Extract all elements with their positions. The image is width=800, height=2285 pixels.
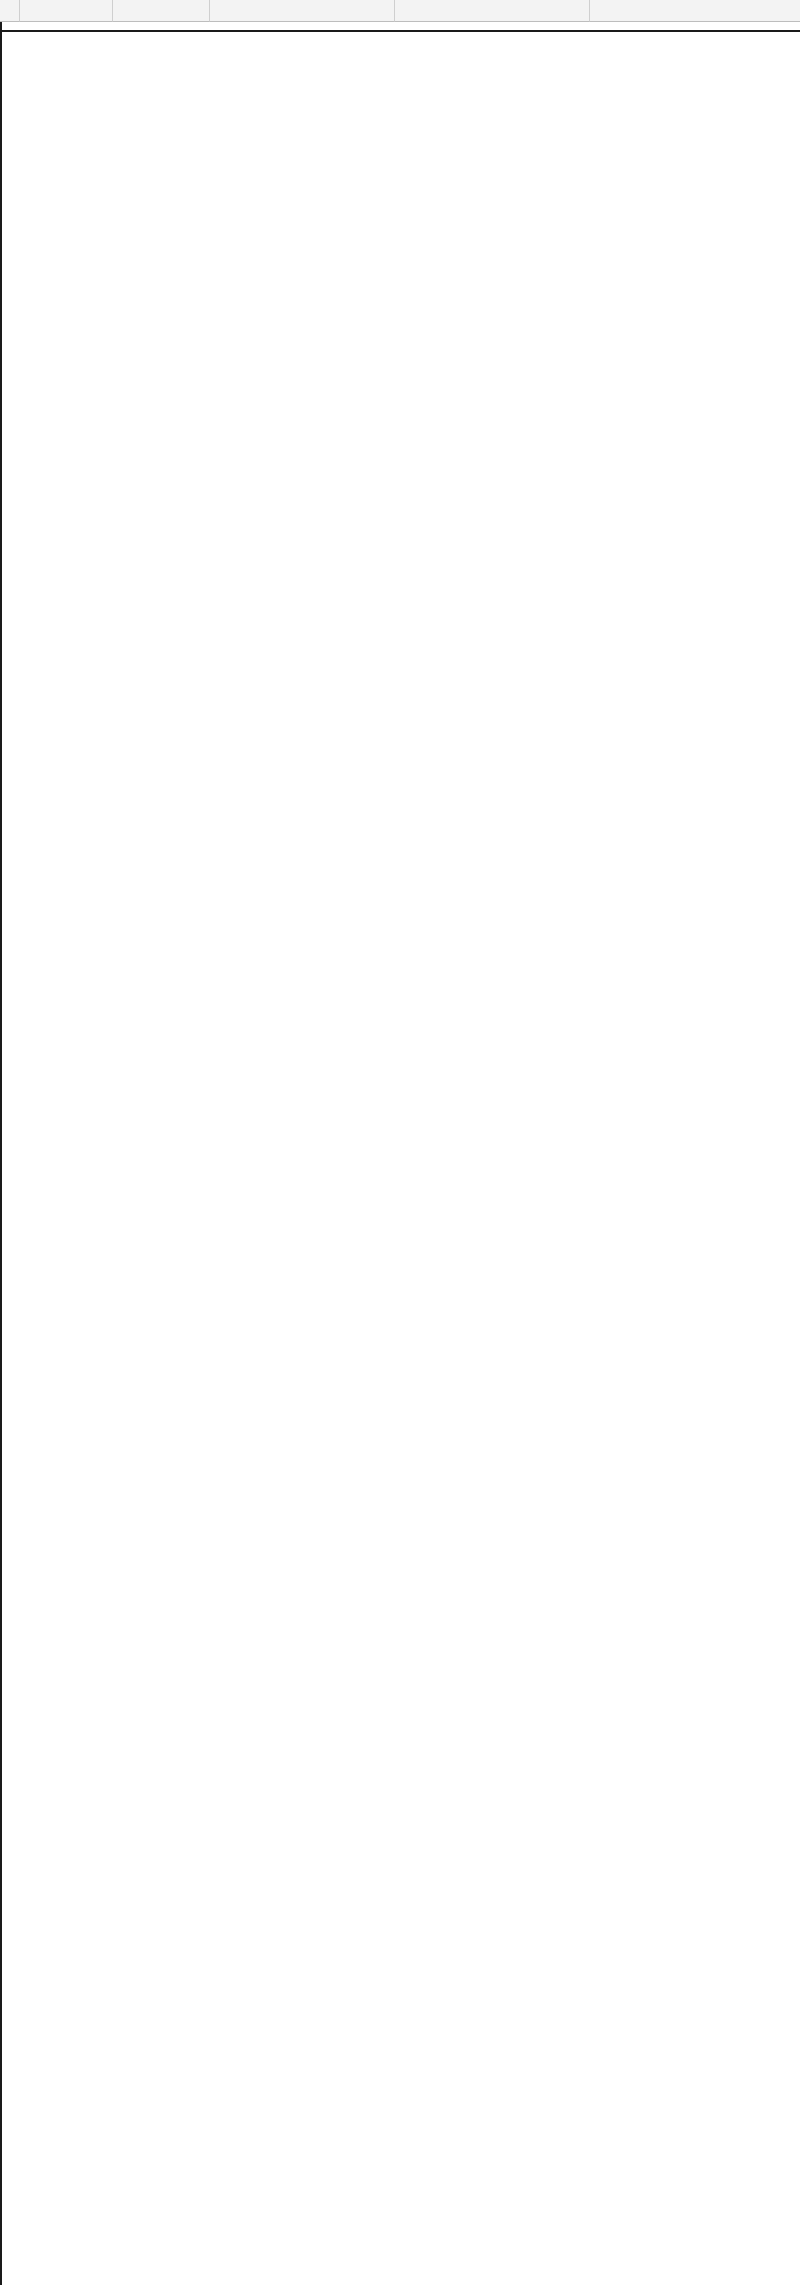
column-header-f[interactable]: [20, 0, 113, 22]
grid-left-border: [0, 22, 2, 2285]
column-header-e[interactable]: [0, 0, 20, 22]
column-header-j[interactable]: [590, 0, 800, 22]
column-header-h[interactable]: [210, 0, 395, 22]
column-header-i[interactable]: [395, 0, 590, 22]
column-header-g[interactable]: [113, 0, 210, 22]
clipped-row: [0, 22, 800, 32]
